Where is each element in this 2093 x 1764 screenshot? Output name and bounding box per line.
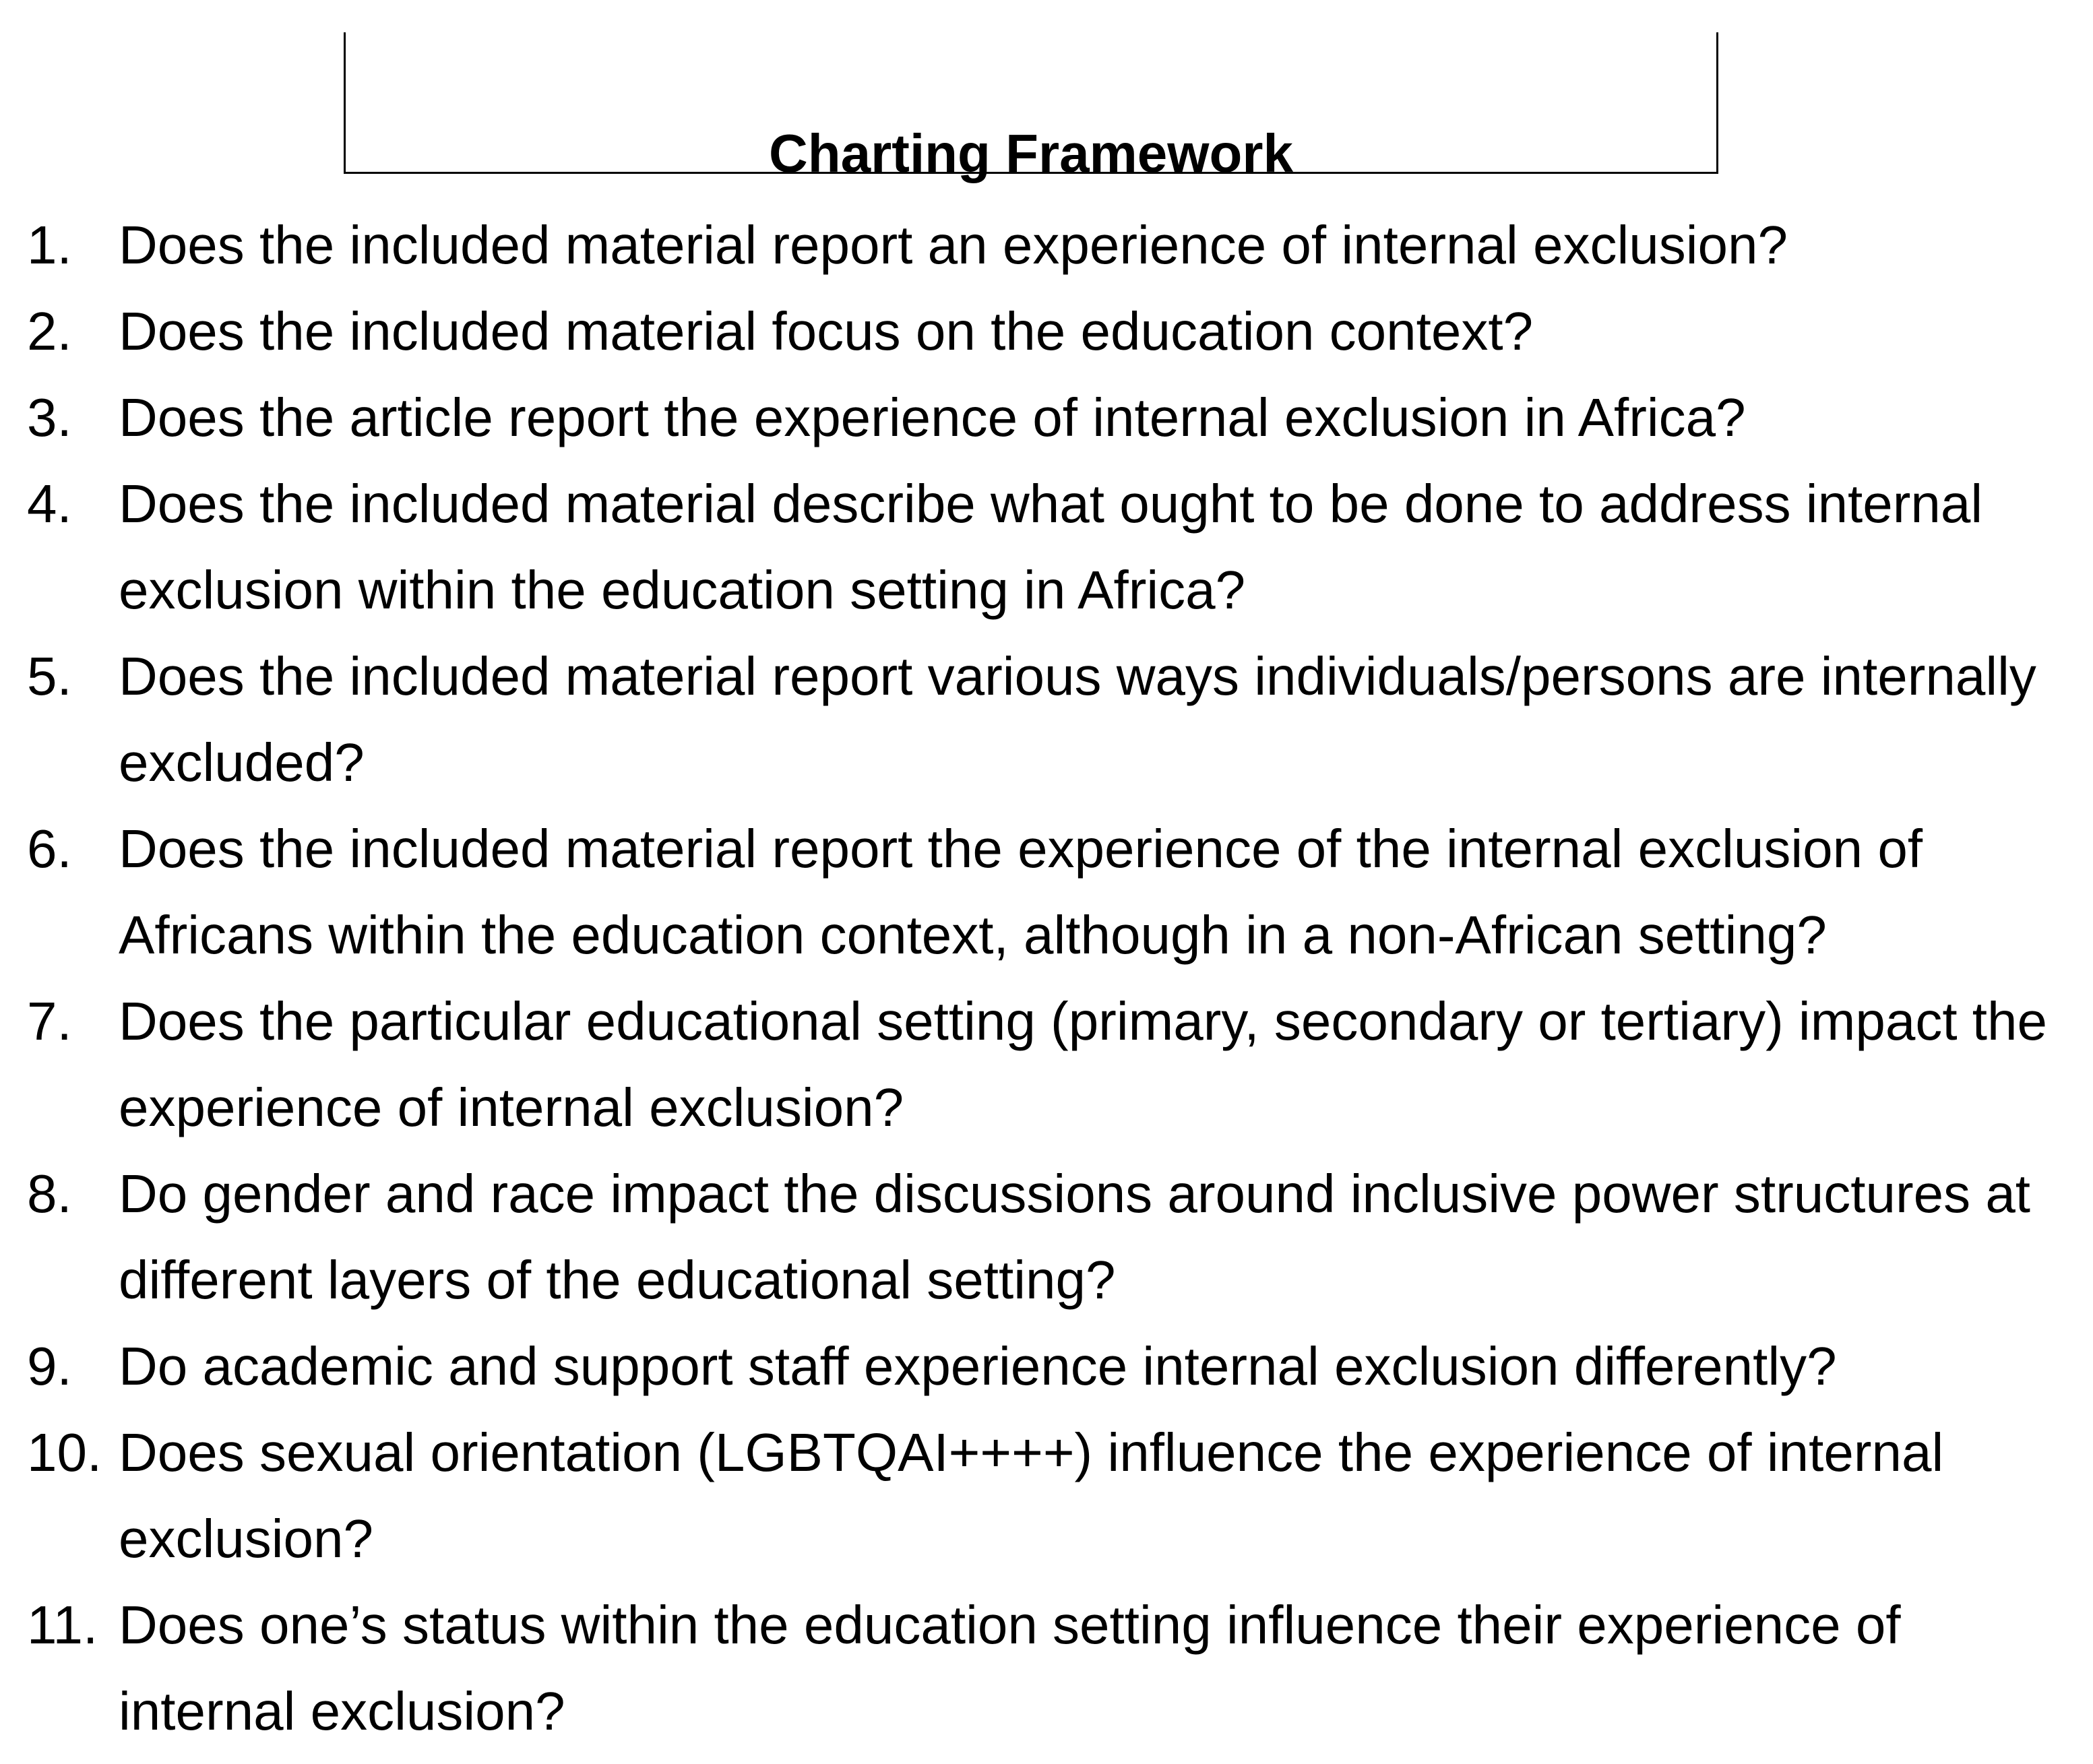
item-number: 11. — [27, 1595, 98, 1655]
list-item — [27, 978, 2082, 1151]
item-number: 2. — [27, 301, 72, 361]
list-item — [27, 1151, 2082, 1323]
item-number: 9. — [27, 1336, 72, 1396]
item-text: Do gender and race impact the discussions around inclusive power structures at different layers of the educational setting? — [119, 1164, 2031, 1310]
item-text: Do academic and support staff experience internal exclusion differently? — [119, 1336, 1837, 1396]
list-item — [27, 633, 2082, 806]
item-text: Does the included material report the experience of the internal exclusion of Africans within the education context, although in a non-African setting? — [119, 819, 1923, 965]
item-text: Does the included material report an experience of internal exclusion? — [119, 215, 1788, 275]
framework-question-list — [27, 202, 2082, 1755]
item-text: Does the included material report various ways individuals/persons are internally excluded? — [119, 646, 2036, 792]
item-number: 1. — [27, 215, 72, 275]
item-number: 7. — [27, 991, 72, 1051]
item-number: 10. — [27, 1422, 102, 1482]
item-number: 6. — [27, 819, 72, 879]
list-item — [27, 288, 2082, 375]
list-item — [27, 461, 2082, 633]
item-number: 4. — [27, 474, 72, 534]
item-text: Does sexual orientation (LGBTQAI++++) influence the experience of internal exclusion? — [119, 1422, 1944, 1569]
item-text: Does the particular educational setting (primary, secondary or tertiary) impact the experience of internal exclusion? — [119, 991, 2047, 1137]
item-number: 3. — [27, 387, 72, 447]
item-text: Does one’s status within the education setting influence their experience of internal exclusion? — [119, 1595, 1901, 1741]
title-box — [344, 32, 1718, 183]
item-text: Does the article report the experience of internal exclusion in Africa? — [119, 387, 1746, 447]
item-number: 8. — [27, 1164, 72, 1224]
list-item — [27, 1410, 2082, 1582]
list-item — [27, 375, 2082, 461]
item-text: Does the included material describe what ought to be done to address internal exclusion within the education setting in Africa? — [119, 474, 1983, 620]
item-text: Does the included material focus on the education context? — [119, 301, 1534, 361]
list-item — [27, 1323, 2082, 1410]
list-item — [27, 806, 2082, 978]
item-number: 5. — [27, 646, 72, 706]
list-item — [27, 202, 2082, 288]
document-title: Charting Framework — [769, 123, 1293, 183]
list-item — [27, 1582, 2082, 1755]
